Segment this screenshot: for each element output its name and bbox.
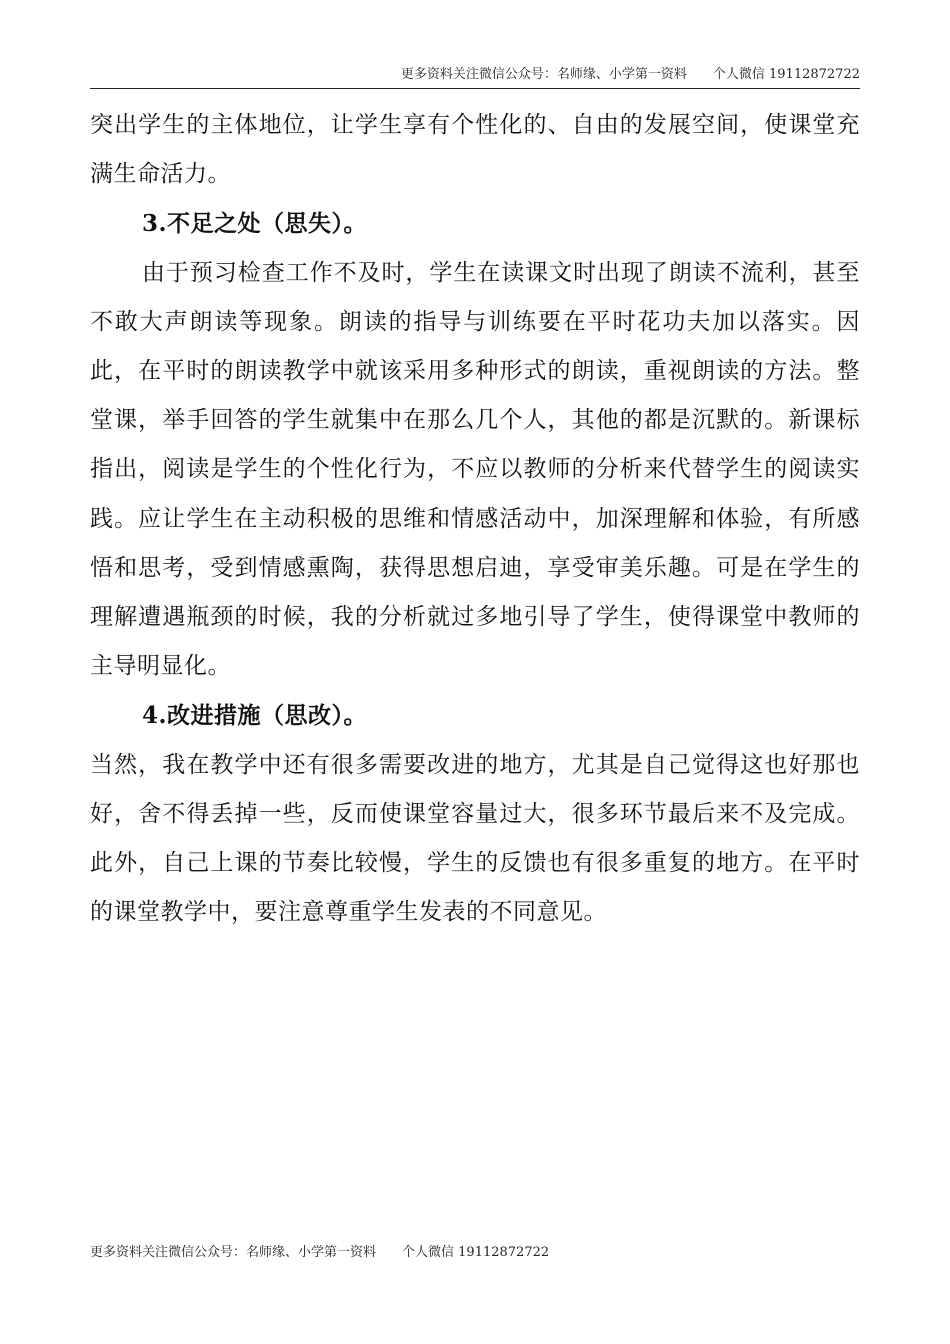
page-header [90,66,860,89]
paragraph-improvements: 当然，我在教学中还有很多需要改进的地方，尤其是自己觉得这也好那也好，舍不得丢掉一些，反而使课堂容量过大，很多环节最后来不及完成。此外，自己上课的节奏比较慢，学生的反馈也有很多重复的地方。在平时的课堂教学中，要注意尊重学生发表的不同意见。 [90,751,860,926]
paragraph-shortcomings: 由于预习检查工作不及时，学生在读课文时出现了朗读不流利，甚至不敢大声朗读等现象。朗读的指导与训练要在平时花功夫加以落实。因此，在平时的朗读教学中就该采用多种形式的朗读，重视朗读的方法。整堂课，举手回答的学生就集中在那么几个人，其他的都是沉默的。新课标指出，阅读是学生的个性化行为，不应以教师的分析来代替学生的阅读实践。应让学生在主动积极的思维和情感活动中，加深理解和体验，有所感悟和思考，受到情感熏陶，获得思想启迪，享受审美乐趣。可是在学生的理解遭遇瓶颈的时候，我的分析就过多地引导了学生，使得课堂中教师的主导明显化。 [90,259,860,680]
paragraph-continuation: 突出学生的主体地位，让学生享有个性化的、自由的发展空间，使课堂充满生命活力。 [90,112,860,188]
page-footer [90,1244,549,1262]
document-body [90,101,860,937]
footer-contact-text: 个人微信 19112872722 [402,1245,550,1260]
header-contact-text: 个人微信 19112872722 [712,67,860,82]
section-heading-4: 4.改进措施（思改）。 [142,702,368,730]
header-promo-text: 更多资料关注微信公众号：名师缘、小学第一资料 [400,67,687,82]
footer-promo-text: 更多资料关注微信公众号：名师缘、小学第一资料 [90,1245,377,1260]
section-heading-3: 3.不足之处（思失）。 [142,210,368,238]
